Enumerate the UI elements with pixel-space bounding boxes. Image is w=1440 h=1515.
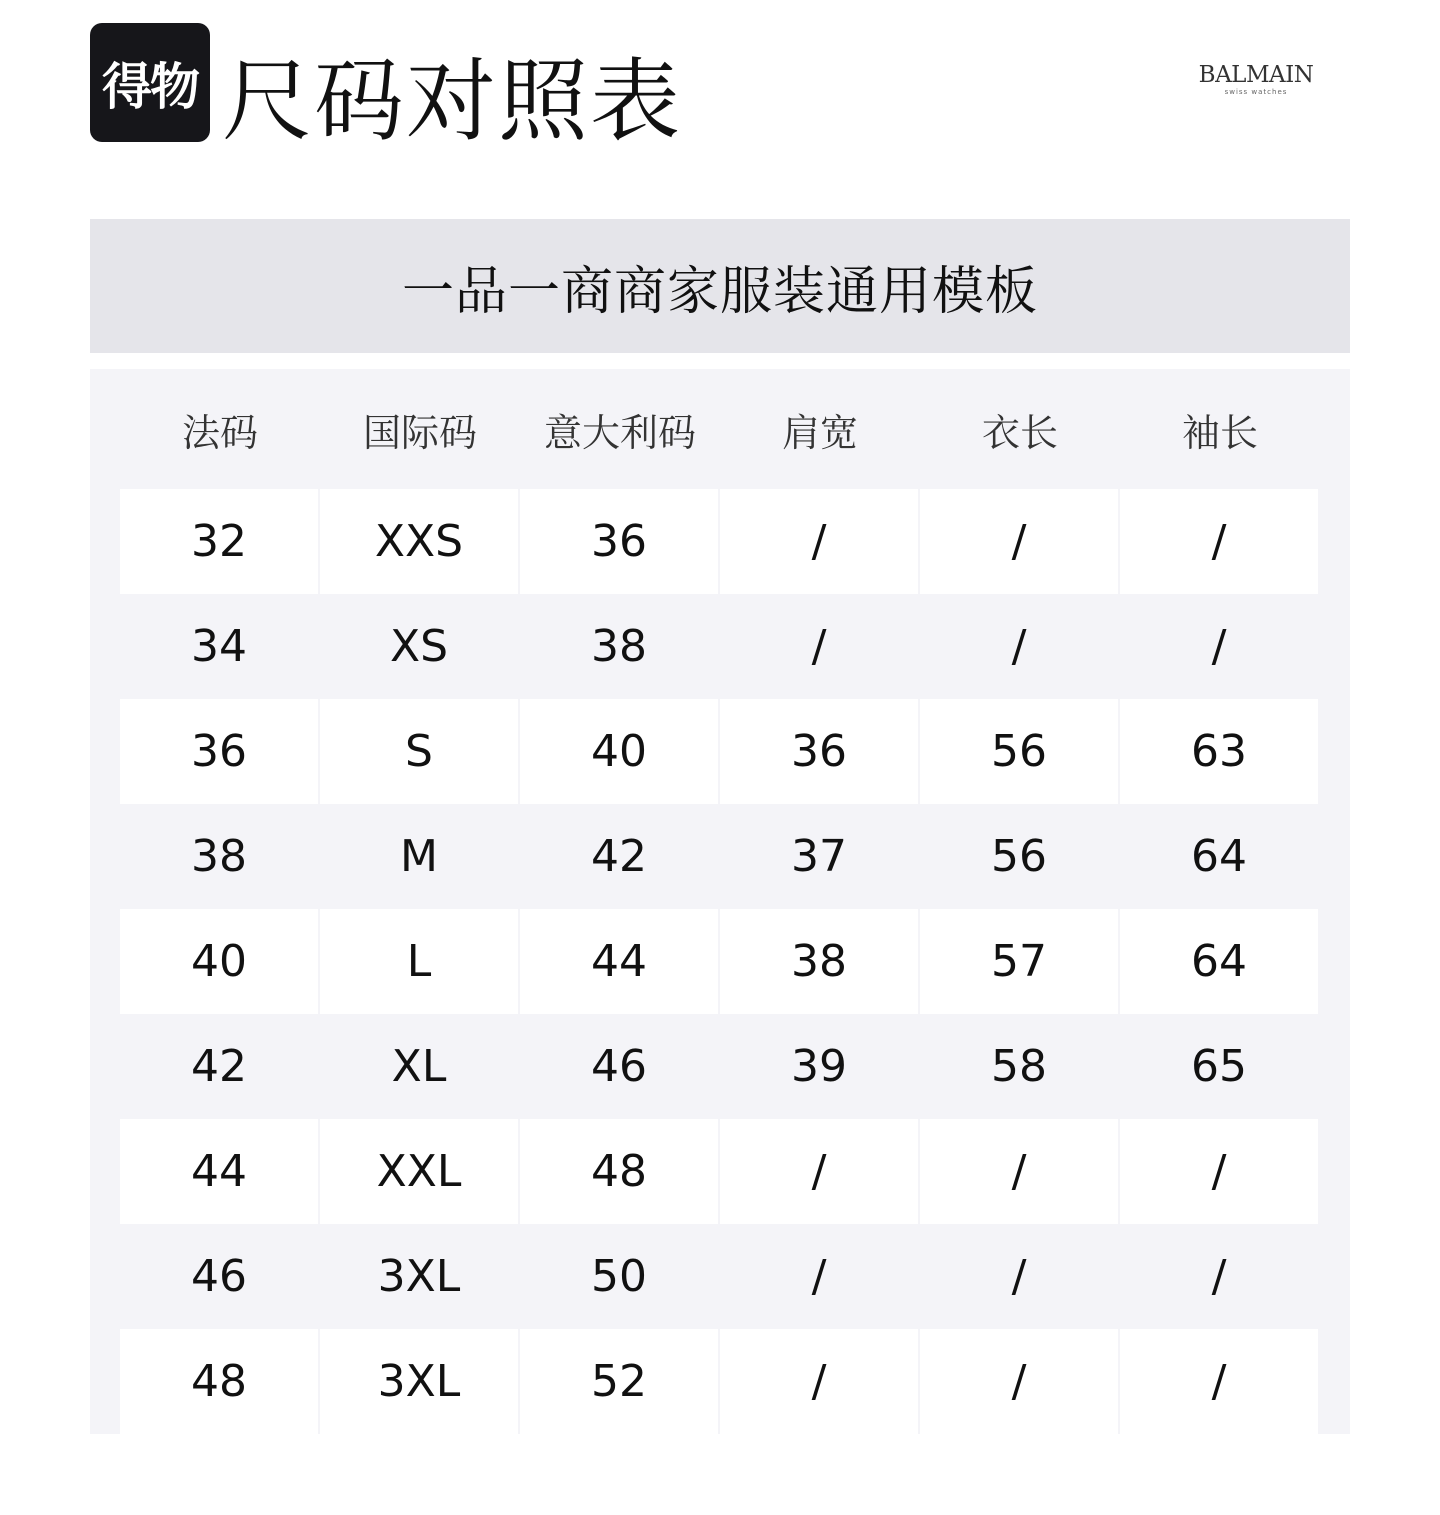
- table-row: [120, 1224, 1317, 1329]
- banner-text: 一品一商商家服装通用模板: [401, 261, 1038, 322]
- table-row: [120, 1014, 1317, 1119]
- cell-fr-size: 32: [120, 489, 318, 594]
- cell-shoulder-width: 37: [791, 831, 847, 882]
- cell-length: /: [920, 489, 1118, 594]
- cell-shoulder-width: 36: [720, 699, 918, 804]
- column-header-fr-size: 法码: [181, 410, 258, 455]
- cell-intl-size: S: [320, 699, 518, 804]
- cell-sleeve-length: /: [1120, 489, 1318, 594]
- table-row: [120, 1119, 1317, 1224]
- cell-fr-size: 34: [191, 621, 247, 672]
- brand-logo: [1176, 64, 1336, 96]
- cell-sleeve-length: 64: [1120, 909, 1318, 1014]
- column-header-sleeve-length: 袖长: [1181, 410, 1258, 455]
- cell-fr-size: 46: [191, 1251, 247, 1302]
- page-title: 尺码对照表: [222, 49, 682, 154]
- table-body: [120, 489, 1317, 1434]
- cell-it-size: 38: [591, 621, 647, 672]
- column-header-intl-size: 国际码: [362, 410, 477, 455]
- cell-sleeve-length: /: [1211, 1251, 1227, 1302]
- cell-sleeve-length: /: [1211, 621, 1227, 672]
- cell-fr-size: 42: [191, 1041, 247, 1092]
- cell-intl-size: 3XL: [377, 1251, 461, 1302]
- cell-intl-size: L: [320, 909, 518, 1014]
- cell-length: 56: [920, 699, 1118, 804]
- brand-name: BALMAIN: [1198, 62, 1314, 88]
- cell-sleeve-length: 65: [1191, 1041, 1247, 1092]
- cell-intl-size: XS: [389, 621, 449, 672]
- cell-it-size: 46: [591, 1041, 647, 1092]
- cell-length: 57: [920, 909, 1118, 1014]
- table-row: [120, 489, 1317, 594]
- cell-it-size: 50: [591, 1251, 647, 1302]
- app-logo: [90, 23, 210, 142]
- table-header: [120, 369, 1317, 489]
- cell-sleeve-length: /: [1120, 1119, 1318, 1224]
- table-row: [120, 909, 1317, 1014]
- cell-it-size: 48: [520, 1119, 718, 1224]
- table-row: [120, 699, 1317, 804]
- cell-intl-size: XL: [391, 1041, 447, 1092]
- cell-length: 56: [991, 831, 1047, 882]
- cell-shoulder-width: /: [811, 621, 827, 672]
- cell-it-size: 52: [520, 1329, 718, 1434]
- cell-shoulder-width: /: [720, 1119, 918, 1224]
- cell-sleeve-length: 64: [1191, 831, 1247, 882]
- cell-shoulder-width: /: [720, 489, 918, 594]
- cell-shoulder-width: 39: [791, 1041, 847, 1092]
- table-row: [120, 804, 1317, 909]
- cell-it-size: 36: [520, 489, 718, 594]
- cell-fr-size: 48: [120, 1329, 318, 1434]
- cell-it-size: 42: [591, 831, 647, 882]
- cell-length: /: [920, 1329, 1118, 1434]
- size-table: [90, 369, 1350, 1434]
- cell-it-size: 40: [520, 699, 718, 804]
- cell-shoulder-width: 38: [720, 909, 918, 1014]
- brand-subtitle: swiss watches: [1224, 88, 1288, 96]
- app-logo-text: 得物: [102, 57, 198, 116]
- cell-fr-size: 40: [120, 909, 318, 1014]
- cell-sleeve-length: /: [1120, 1329, 1318, 1434]
- cell-it-size: 44: [520, 909, 718, 1014]
- cell-length: /: [920, 1119, 1118, 1224]
- cell-length: /: [1011, 621, 1027, 672]
- cell-intl-size: XXL: [320, 1119, 518, 1224]
- column-header-it-size: 意大利码: [543, 410, 696, 455]
- cell-intl-size: XXS: [320, 489, 518, 594]
- template-banner: [90, 219, 1350, 353]
- cell-sleeve-length: 63: [1120, 699, 1318, 804]
- cell-intl-size: 3XL: [320, 1329, 518, 1434]
- cell-shoulder-width: /: [720, 1329, 918, 1434]
- cell-intl-size: M: [400, 831, 438, 882]
- cell-shoulder-width: /: [811, 1251, 827, 1302]
- cell-fr-size: 38: [191, 831, 247, 882]
- cell-fr-size: 44: [120, 1119, 318, 1224]
- column-header-shoulder-width: 肩宽: [781, 410, 858, 455]
- cell-length: /: [1011, 1251, 1027, 1302]
- table-row: [120, 594, 1317, 699]
- cell-fr-size: 36: [120, 699, 318, 804]
- table-row: [120, 1329, 1317, 1434]
- cell-length: 58: [991, 1041, 1047, 1092]
- column-header-length: 衣长: [981, 410, 1058, 455]
